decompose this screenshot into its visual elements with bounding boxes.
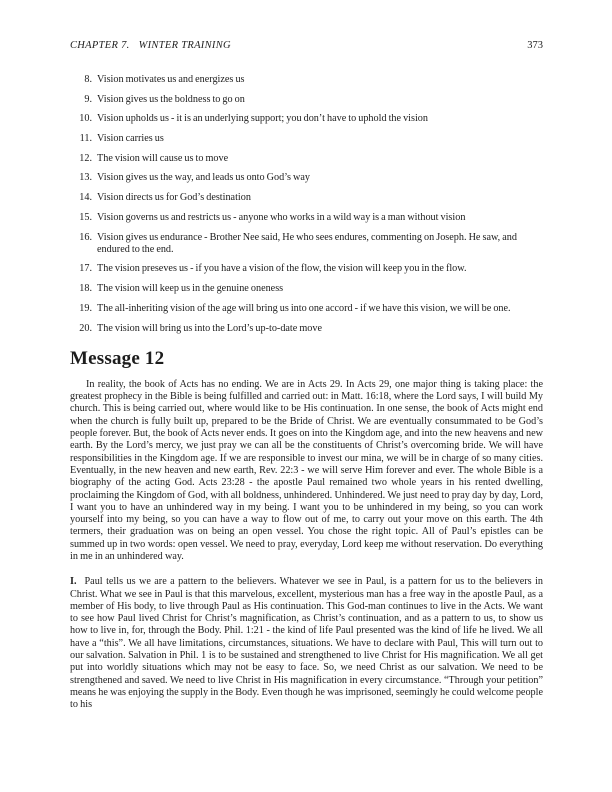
list-item <box>70 74 543 86</box>
list-item <box>70 232 543 257</box>
item-number: 12. <box>79 152 92 164</box>
item-text: The all-inheriting vision of the age will bring us into one accord - if we have this vision, we will be one. <box>97 302 511 314</box>
item-number: 20. <box>79 322 92 334</box>
item-number: 13. <box>79 172 92 184</box>
list-item <box>70 192 543 204</box>
list-item <box>70 303 543 315</box>
list-item <box>70 263 543 275</box>
item-text: Vision directs us for God’s destination <box>97 192 251 204</box>
list-item <box>70 133 543 145</box>
list-item <box>70 323 543 335</box>
item-text: Vision governs us and restricts us - anyone who works in a wild way is a man without vision <box>97 211 466 223</box>
item-text: The vision will bring us into the Lord’s up-to-date move <box>97 322 322 334</box>
list-item <box>70 283 543 295</box>
roman-numeral-label: I. <box>70 576 77 588</box>
list-item <box>70 94 543 106</box>
item-text: The vision will keep us in the genuine oneness <box>97 283 284 295</box>
running-head-title <box>70 40 231 52</box>
list-item <box>70 212 543 224</box>
item-number: 14. <box>79 192 92 204</box>
page-number: 373 <box>527 40 543 51</box>
item-text: Vision gives us the boldness to go on <box>97 93 245 105</box>
item-number: 19. <box>79 302 92 314</box>
numbered-outline-list <box>70 74 543 335</box>
item-text: Vision gives us endurance - Brother Nee said, He who sees endures, commenting on Joseph. He saw, and endured to the end. <box>97 231 517 255</box>
list-item <box>70 172 543 184</box>
item-text: The vision will cause us to move <box>97 152 229 164</box>
list-item <box>70 153 543 165</box>
list-item <box>70 113 543 125</box>
chapter-label: CHAPTER 7. <box>70 40 130 51</box>
item-text: Vision gives us the way, and leads us onto God’s way <box>97 172 311 184</box>
item-number: 16. <box>79 231 92 243</box>
roman-point-text: Paul tells us we are a pattern to the believers. Whatever we see in Paul, is a pattern for us to the believers in Christ. What we see in Paul is that this marvelous, excellent, mysterious man has a free way in the apostle Paul, as a member of His body, to live through Paul as His continuation. This God-man continues to live in the Acts. We want to see how Paul lived Christ for Christ’s magnification, as Christ’s continuation, and as a pattern to us, to show us how to live in, for, through the Body. Phil. 1:21 - the kind of life Paul presented was the kind of life he lived. We all have a “this”. We all have limitations, circumstances, situations. We have to declare with Paul, This will turn out to our salvation. Salvation in Phil. 1 is to be sustained and strengthened to live Christ for His magnification. We all get put into worldly situations which may not be easy to face. So, we need Christ as our salvation. We need to be strengthened and saved. We need to live Christ in His magnification in every circumstance. “Through your petition” means he was enjoying the supply in the Body. Even though he was imprisoned, seemingly he could welcome people to his <box>70 576 543 711</box>
item-text: Vision upholds us - it is an underlying support; you don’t have to uphold the vision <box>97 113 428 125</box>
page-content <box>70 40 543 712</box>
chapter-title: WINTER TRAINING <box>138 40 231 51</box>
item-number: 10. <box>79 113 92 125</box>
roman-point-paragraph <box>70 576 543 711</box>
item-number: 11. <box>79 133 92 145</box>
item-number: 18. <box>79 283 92 295</box>
item-number: 8. <box>84 74 92 85</box>
item-number: 17. <box>79 263 92 275</box>
intro-paragraph: In reality, the book of Acts has no ending. We are in Acts 29. In Acts 29, one major thing is taking place: the greatest prophecy in the Bible is being fulfilled and carried out: in Matt. 16:18, where the Lord says, I will build My church. This is being carried out, where would like to be His continuation. In one sense, the book of Acts might end when the church is fully built up, prepared to be the Bride of Christ. We are eventually consummated to be God’s people forever. But, the book of Acts never ends. It goes on into the Kingdom age, and into the new heavens and new earth. By the Lord’s mercy, we just pray we can all be the constituents of Christ’s overcoming bride. We will have responsibilities in the Kingdom age. If we are responsible to invest our mina, we will be in charge of so many cities. Eventually, in the new heaven and new earth, Rev. 22:3 - we will serve Him forever and ever. The whole Bible is a biography of the acting God. Acts 23:28 - the apostle Paul remained two whole years in his rented dwelling, proclaiming the Kingdom of God, with all boldness, unhindered. Unhindered. We just need to pray day by day, Lord, I want you to have an unhindered way in my being. I want you to be unhindered in my being, so you can work yourself into my being, so you can have a way to flow out of me, to carry out your move on this earth. The 4th termers, their graduation was on being an open vessel. You chose the right topic. All of Paul’s epistles can be summed up in two words: open vessel. We need to pray, everyday, Lord keep me without reservation. Do everything in me in an unhindered way. <box>70 378 543 562</box>
item-number: 15. <box>79 211 92 223</box>
section-heading: Message 12 <box>70 347 165 369</box>
item-number: 9. <box>84 93 92 105</box>
item-text: Vision motivates us and energizes us <box>97 74 245 85</box>
page-header <box>70 40 543 52</box>
item-text: Vision carries us <box>97 133 164 145</box>
item-text: The vision preseves us - if you have a vision of the flow, the vision will keep you in the flow. <box>97 263 467 275</box>
